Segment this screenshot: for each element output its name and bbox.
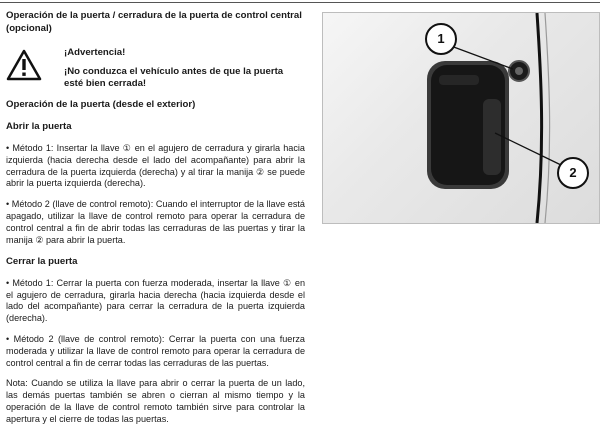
door-handle-illustration [323,13,599,223]
operation-heading: Operación de la puerta (desde el exterior) [6,99,196,110]
warning-label: ¡Advertencia! [64,47,126,58]
close-heading: Cerrar la puerta [6,256,78,268]
text-column [6,0,305,426]
callout-1-label: 1 [425,23,457,55]
warning-text-block [64,43,304,91]
open-method-1: • Método 1: Insertar la llave ① en el agujero de cerradura y girarla hacia izquierda (hacia derecha desde el lado del acompañante) para abrir la cerradura de la puerta izquierda (derecha) y al tirar la manija ② se puede abrir la puerta izquierda (derecha). [6,143,305,189]
note-paragraph: Nota: Cuando se utiliza la llave para abrir o cerrar la puerta de un lado, las demás puertas también se abren o cierran al mismo tiempo y la operación de la llave de control remoto también sirve para controlar la apertura y el cierre de todas las puertas. [6,378,305,424]
warning-triangle-icon [6,49,42,81]
warning-box [6,43,305,99]
warning-message: ¡No conduzca el vehículo antes de que la puerta esté bien cerrada! [64,65,284,89]
door-handle-photo [322,12,600,224]
page-title: Operación de la puerta / cerradura de la puerta de control central (opcional) [6,10,302,34]
close-method-1: • Método 1: Cerrar la puerta con fuerza moderada, insertar la llave ① en el agujero de cerradura, girarla hacia derecha (hacia izquierda desde el lado del acompañante) para cerrar la cerradura de la puerta izquierda (derecha). [6,277,305,324]
open-heading: Abrir la puerta [6,120,72,132]
open-method-2: • Método 2 (llave de control remoto): Cuando el interruptor de la llave está apagado, utilizar la llave de control remoto para operar la cerradura de control central a fin de abrir todas las cerraduras de las puertas y tirar la manija ② para abrir la puerta. [6,199,305,245]
close-method-2: • Método 2 (llave de control remoto): Cerrar la puerta con una fuerza moderada y utilizar la llave de control remoto para operar la cerradura de control central a fin de cerrar todas las cerraduras de las puertas. [6,334,305,368]
callout-2-label: 2 [557,157,589,189]
